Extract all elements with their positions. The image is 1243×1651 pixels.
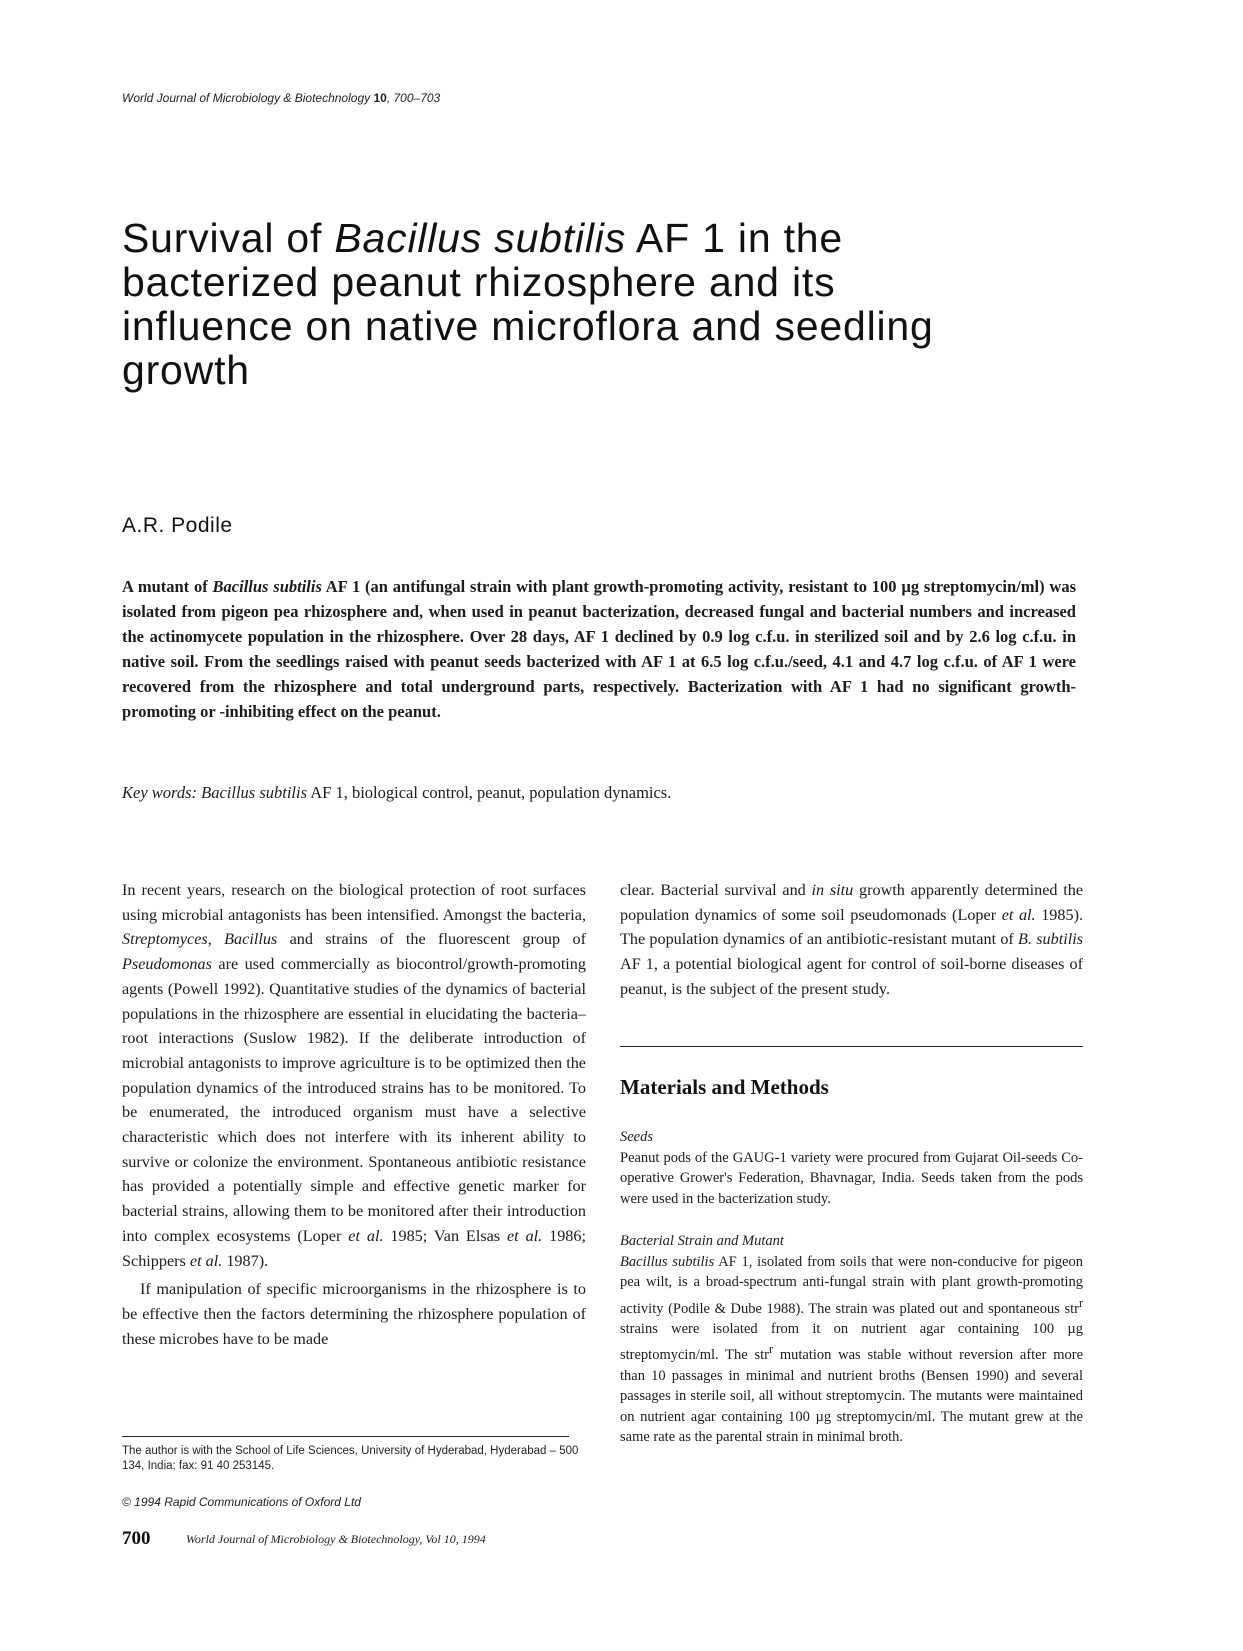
intro-paragraph-3 [620,878,1083,1002]
keywords [122,780,1076,805]
title-text: AF 1 in the [626,215,844,261]
keywords-label: Key words: [122,783,198,802]
keywords-species: Bacillus subtilis [201,783,308,802]
seeds-section [620,1127,1083,1209]
intro-text: , [207,930,225,949]
strain-text [620,1252,1083,1448]
article-title [122,216,1132,392]
section-divider [620,1046,1083,1047]
strain-text-part: strains were isolated from it on nutrient agar containing 100 µg streptomycin/ml. The str [620,1320,1083,1364]
running-head-volume: 10 [373,91,387,105]
intro-paragraph-1 [122,878,586,1273]
intro-left-column [122,878,586,1351]
strain-text-part: mutation was stable without reversion after more than 10 passages in minimal and nutrient broths (Bensen 1990) and several passages in sterile soil, all without streptomycin. The mutants were maintained on nutrient agar containing 100 µg streptomycin/ml. The mutant grew at the same rate as the parental strain in minimal broth. [620,1347,1084,1446]
title-line-3: influence on native microflora and seedling [122,303,934,349]
intro-species: B. subtilis [1018,930,1083,949]
title-line-2: bacterized peanut rhizosphere and its [122,259,836,305]
intro-text: growth apparently determined the population dynamics of some soil pseudomonads (Loper [620,881,1084,924]
running-head-journal: World Journal of Microbiology & Biotechnology [122,91,371,105]
intro-etal: et al. [348,1226,384,1245]
footer-journal: World Journal of Microbiology & Biotechnology, Vol 10, 1994 [186,1532,486,1546]
intro-text: clear. Bacterial survival and [620,881,812,899]
intro-text: AF 1, a potential biological agent for control of soil-borne diseases of peanut, is the subject of the present study. [620,955,1083,998]
intro-text: 1985). The population dynamics of an antibiotic-resistant mutant of [620,905,1084,949]
running-head: World Journal of Microbiology & Biotechnology 10, 700–703 [122,91,441,105]
intro-genus: Streptomyces [122,930,208,949]
title-line-1 [122,216,1132,260]
intro-insitu: in situ [811,881,854,899]
abstract-text: AF 1 (an antifungal strain with plant growth-promoting activity, resistant to 100 µg streptomycin/ml) was isolated from pigeon pea rhizosphere and, when used in peanut bacterization, decreased fungal and bacterial numbers and increased the actinomycete population in the rhizosphere. Over 28 days, AF 1 declined by 0.9 log c.f.u. in sterilized soil and by 2.6 log c.f.u. in native soil. From the seedlings raised with peanut seeds bacterized with AF 1 at 6.5 log c.f.u./seed, 4.1 and 4.7 log c.f.u. of AF 1 were recovered from the rhizosphere and total underground parts, respectively. Bacterization with AF 1 had no significant growth-promoting or -inhibiting effect on the peanut. [122,577,1076,721]
intro-genus: Pseudomonas [122,955,212,974]
footnote-divider [122,1436,569,1437]
title-species: Bacillus subtilis [334,215,626,261]
intro-etal: et al. [1001,905,1036,924]
strain-section [620,1231,1083,1448]
intro-right-column [620,878,1083,1002]
author-affiliation-footnote: The author is with the School of Life Sciences, University of Hyderabad, Hyderabad – 500 134, India; fax: 91 40 253145. [122,1445,579,1472]
intro-text: and strains of the fluorescent group of [277,930,586,949]
seeds-heading: Seeds [620,1129,654,1145]
abstract-species: Bacillus subtilis [212,577,322,596]
keywords-text: AF 1, biological control, peanut, population dynamics. [307,783,672,802]
title-text: Survival of [122,215,335,261]
intro-text: In recent years, research on the biological protection of root surfaces using microbial antagonists has been intensified. Amongst the bacteria, [122,881,586,924]
strain-text-part: AF 1, isolated from soils that were non-conducive for pigeon pea wilt, is a broad-spectrum anti-fungal strain with plant growth-promoting activity (Podile & Dube 1988). The strain was plated out and spontaneous str [620,1253,1083,1317]
superscript-r: r [1078,1295,1083,1310]
abstract [122,574,1076,724]
strain-heading: Bacterial Strain and Mutant [620,1233,784,1249]
intro-etal: et al. [507,1226,543,1245]
intro-text: 1985; Van Elsas [383,1226,507,1245]
intro-etal: et al. [189,1251,223,1270]
intro-genus: Bacillus [224,930,278,949]
copyright: © 1994 Rapid Communications of Oxford Ltd [122,1495,361,1509]
title-line-4: growth [122,347,250,393]
intro-text: 1986; Schippers [122,1226,586,1270]
intro-text: are used commercially as biocontrol/growth-promoting agents (Powell 1992). Quantitative studies of the dynamics of bacterial populations in the rhizosphere are essential in elucidating the bacteria–root interactions (Suslow 1982). If the deliberate introduction of microbial antagonists to improve agriculture is to be optimized then the population dynamics of the introduced strains has to be monitored. To be enumerated, the introduced organism must have a selective characteristic which does not interfere with its inherent ability to survive or colonize the environment. Spontaneous antibiotic resistance has provided a potentially simple and effective genetic marker for bacterial strains, allowing them to be monitored after their introduction into complex ecosystems (Loper [122,955,586,1245]
intro-text: 1987). [222,1251,269,1270]
superscript-r: r [769,1342,774,1357]
page-number: 700 [122,1528,151,1549]
running-head-pages: 700–703 [393,91,441,105]
methods-heading: Materials and Methods [620,1075,829,1099]
author: A.R. Podile [122,514,233,537]
abstract-text: A mutant of [122,577,213,596]
intro-paragraph-2: If manipulation of specific microorganisms in the rhizosphere is to be effective then the factors determining the rhizosphere population of these microbes have to be made [122,1280,586,1348]
seeds-text: Peanut pods of the GAUG-1 variety were procured from Gujarat Oil-seeds Co-operative Grower's Federation, Bhavnagar, India. Seeds taken from the pods were used in the bacterization study. [620,1149,1083,1207]
strain-species: Bacillus subtilis [620,1253,715,1270]
